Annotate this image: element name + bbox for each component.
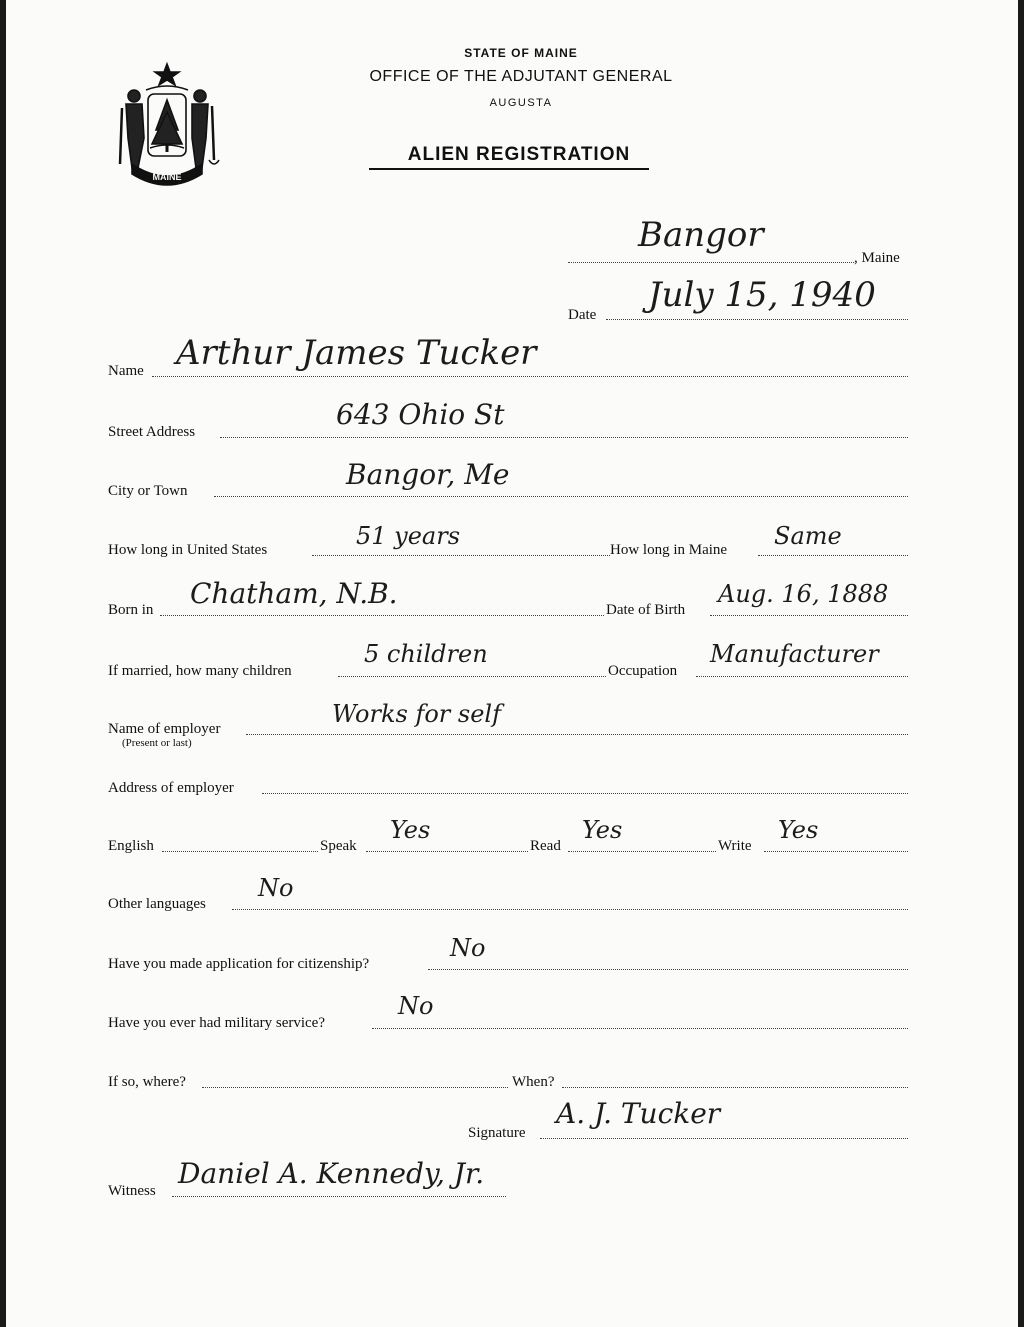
date-value: July 15, 1940 bbox=[648, 275, 876, 315]
speak-field-line bbox=[366, 851, 528, 852]
city-or-town-label: City or Town bbox=[108, 483, 188, 499]
write-field-line bbox=[764, 851, 908, 852]
military-value: No bbox=[398, 992, 434, 1020]
header-state: STATE OF MAINE bbox=[464, 46, 578, 60]
speak-label: Speak bbox=[320, 838, 357, 854]
street-address-field-line bbox=[220, 437, 908, 438]
how-long-us-label: How long in United States bbox=[108, 542, 268, 558]
married-children-label: If married, how many children bbox=[108, 663, 292, 679]
employer-address-label: Address of employer bbox=[108, 780, 234, 796]
date-of-birth-label: Date of Birth bbox=[606, 602, 686, 618]
how-long-maine-value: Same bbox=[774, 522, 842, 550]
header-city: AUGUSTA bbox=[489, 97, 553, 109]
read-value: Yes bbox=[582, 816, 623, 844]
read-field-line bbox=[568, 851, 716, 852]
employer-address-field-line bbox=[262, 793, 908, 794]
occupation-label: Occupation bbox=[608, 663, 678, 679]
born-in-value: Chatham, N.B. bbox=[190, 577, 398, 610]
employer-name-value: Works for self bbox=[332, 700, 501, 728]
speak-value: Yes bbox=[390, 816, 431, 844]
employer-name-field-line bbox=[246, 734, 908, 735]
how-long-maine-label: How long in Maine bbox=[610, 542, 728, 558]
where-field-line bbox=[202, 1087, 508, 1088]
occupation-field-line bbox=[696, 676, 908, 677]
employer-name-label: Name of employer bbox=[108, 721, 221, 737]
citizenship-value: No bbox=[450, 934, 486, 962]
date-of-birth-value: Aug. 16, 1888 bbox=[718, 580, 889, 608]
witness-value: Daniel A. Kennedy, Jr. bbox=[178, 1157, 485, 1190]
city-or-town-field-line bbox=[214, 496, 908, 497]
write-label: Write bbox=[718, 838, 752, 854]
when-field-line bbox=[562, 1087, 908, 1088]
title-underline bbox=[369, 168, 649, 170]
witness-field-line bbox=[172, 1196, 506, 1197]
citizenship-label: Have you made application for citizenship? bbox=[108, 956, 370, 972]
military-label: Have you ever had military service? bbox=[108, 1015, 325, 1031]
city-or-town-value: Bangor, Me bbox=[346, 458, 510, 491]
born-in-label: Born in bbox=[108, 602, 154, 618]
english-field-line bbox=[162, 851, 318, 852]
date-label: Date bbox=[568, 307, 597, 323]
read-label: Read bbox=[530, 838, 561, 854]
other-languages-field-line bbox=[232, 909, 908, 910]
witness-label: Witness bbox=[108, 1183, 156, 1199]
signature-field-line bbox=[540, 1138, 908, 1139]
other-languages-value: No bbox=[258, 874, 294, 902]
name-value: Arthur James Tucker bbox=[176, 333, 537, 373]
name-label: Name bbox=[108, 363, 144, 379]
maine-label: , Maine bbox=[854, 250, 900, 266]
signature-label: Signature bbox=[468, 1125, 526, 1141]
form-title: ALIEN REGISTRATION bbox=[407, 144, 631, 165]
registration-form bbox=[6, 0, 1018, 1327]
name-field-line bbox=[152, 376, 908, 377]
svg-text:MAINE: MAINE bbox=[152, 172, 182, 182]
write-value: Yes bbox=[778, 816, 819, 844]
citizenship-field-line bbox=[428, 969, 908, 970]
street-address-label: Street Address bbox=[108, 424, 196, 440]
date-field-line bbox=[606, 319, 908, 320]
how-long-maine-field-line bbox=[758, 555, 908, 556]
place-value: Bangor bbox=[638, 215, 764, 255]
other-languages-label: Other languages bbox=[108, 896, 206, 912]
children-value: 5 children bbox=[364, 640, 488, 668]
children-field-line bbox=[338, 676, 606, 677]
occupation-value: Manufacturer bbox=[710, 640, 879, 668]
english-label: English bbox=[108, 838, 154, 854]
street-address-value: 643 Ohio St bbox=[336, 398, 505, 431]
if-so-where-label: If so, where? bbox=[108, 1074, 186, 1090]
when-label: When? bbox=[512, 1074, 555, 1090]
born-in-field-line bbox=[160, 615, 604, 616]
date-of-birth-field-line bbox=[710, 615, 908, 616]
signature-value: A. J. Tucker bbox=[556, 1097, 721, 1130]
how-long-us-value: 51 years bbox=[356, 522, 461, 550]
military-field-line bbox=[372, 1028, 908, 1029]
employer-name-sublabel: (Present or last) bbox=[122, 737, 192, 749]
header-office: OFFICE OF THE ADJUTANT GENERAL bbox=[369, 68, 673, 85]
place-field-line bbox=[568, 262, 854, 263]
how-long-us-field-line bbox=[312, 555, 610, 556]
